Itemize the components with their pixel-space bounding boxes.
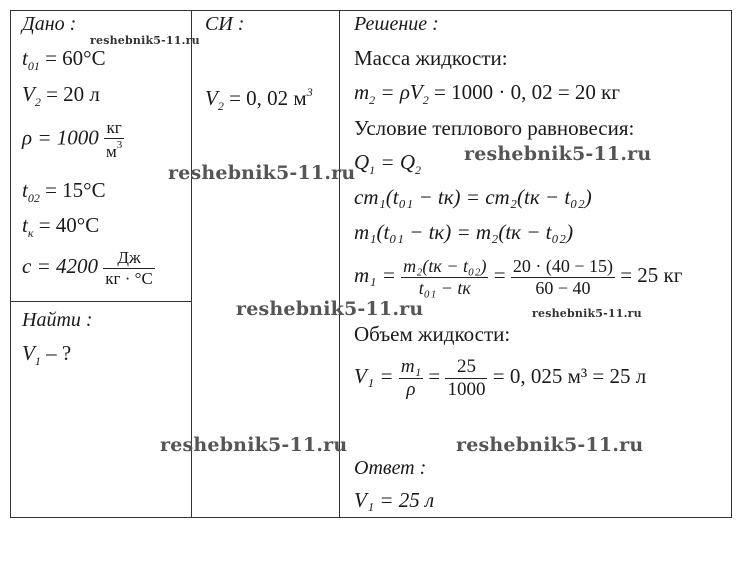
volume-label: Объем жидкости:: [354, 322, 511, 346]
watermark-text: reshebnik5-11.ru: [464, 143, 652, 165]
watermark-text: reshebnik5-11.ru: [236, 298, 424, 320]
given-t02: $t_{02} = 15^\circ C$: [22, 178, 106, 205]
watermark-text: reshebnik5-11.ru: [456, 434, 644, 456]
given-rho: ρ = 1000 $\frac{кг}{м^3}$: [22, 118, 123, 161]
si-v2: $V_2 = 0$, 02 $м^3$: [205, 85, 313, 113]
find-v1: $V_1$ – ?: [22, 341, 72, 368]
watermark-text: reshebnik5-11.ru: [160, 434, 348, 456]
row-divider-given-find: [10, 301, 191, 302]
given-tk: $t_к = 40^\circ C$: [22, 213, 100, 240]
watermark-text: reshebnik5-11.ru: [90, 34, 200, 47]
equation-1: cm₁(t₀₁ − tк) = cm₂(tк − t₀₂): [354, 185, 592, 209]
watermark-text: reshebnik5-11.ru: [168, 162, 356, 184]
solution-title: Решение :: [354, 13, 439, 35]
balance-label: Условие теплового равновесия:: [354, 116, 635, 140]
watermark-text: reshebnik5-11.ru: [532, 307, 642, 320]
given-v2: $V_2 = 20$ л: [22, 82, 100, 109]
answer-value: V₁ = 25 л: [354, 488, 435, 512]
heat-balance-equation: $Q_1 = Q_2$: [354, 150, 422, 177]
equation-2: m₁(t₀₁ − tк) = m₂(tк − t₀₂): [354, 220, 574, 244]
mass-label: Масса жидкости:: [354, 46, 508, 70]
si-title: СИ :: [205, 13, 245, 35]
m1-equation: m₁ = $\frac{\text{m₂(tк − t₀₂)}}{\text{t₀₁ − tк}}$ = $\frac{20 \cdot (40 - 15)}{60 - 40}$ = 25 кг: [354, 256, 683, 298]
given-title: Дано :: [22, 13, 77, 35]
find-title: Найти :: [22, 309, 93, 331]
answer-title: Ответ :: [354, 457, 427, 479]
mass-equation: $m_2 = \rho V_2 = 1000 \cdot 0$, 02 = 20 кг: [354, 80, 620, 107]
given-c: c = 4200 $\frac{Дж}{кг \cdot ^\circ C}$: [22, 248, 153, 288]
given-t01: $t_{01} = 60^\circ C$: [22, 46, 106, 73]
v1-equation: V₁ = $\frac{\text{m₁}}{\rho}$ = $\frac{25}{1000}$ = 0, 025 м³ = 25 л: [354, 356, 647, 400]
